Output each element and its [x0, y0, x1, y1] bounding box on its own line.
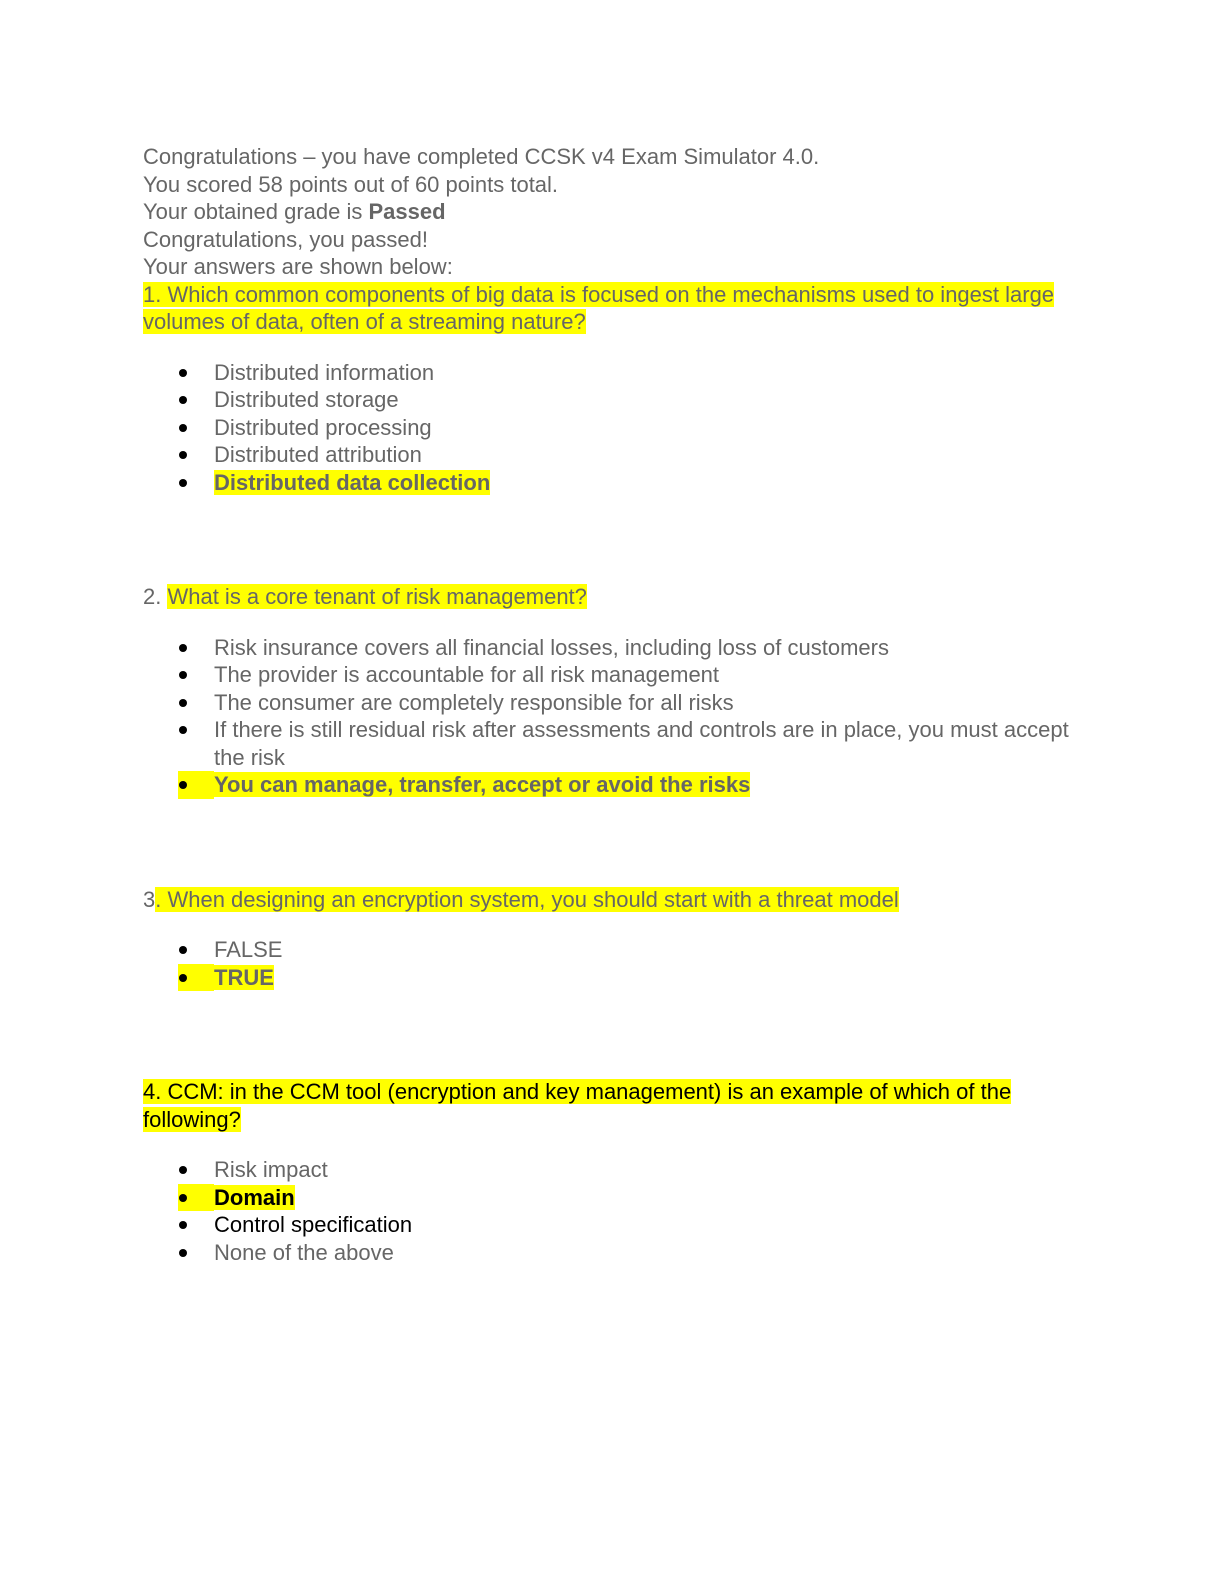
selected-answer: TRUE: [143, 964, 1073, 992]
bullet-icon: [178, 716, 214, 744]
bullet-icon: [178, 771, 214, 799]
question-2: [143, 583, 1073, 611]
question-3-text: . When designing an encryption system, you should start with a threat model: [155, 886, 899, 912]
grade-prefix: Your obtained grade is: [143, 199, 369, 224]
bullet-icon: [178, 689, 214, 717]
selected-answer: You can manage, transfer, accept or avoid the risks: [143, 771, 1073, 799]
question-2-text: What is a core tenant of risk management?: [167, 584, 587, 609]
completion-message: Congratulations – you have completed CCSK v4 Exam Simulator 4.0.: [143, 144, 820, 169]
answer-option: Control specification: [143, 1211, 1073, 1239]
question-1-answers: [143, 359, 1073, 497]
bullet-icon: [178, 1239, 214, 1267]
bullet-icon: [178, 1156, 214, 1184]
bullet-icon: [178, 359, 214, 387]
answer-option: Risk insurance covers all financial losses, including loss of customers: [143, 634, 1073, 662]
answer-option: None of the above: [143, 1239, 1073, 1267]
bullet-icon: [178, 441, 214, 469]
answer-option: Distributed storage: [143, 386, 1073, 414]
answer-option: If there is still residual risk after assessments and controls are in place, you must accept the risk: [143, 716, 1073, 771]
question-4: [143, 1078, 1073, 1133]
answer-option: Risk impact: [143, 1156, 1073, 1184]
grade-line: [143, 198, 1073, 226]
question-2-answers: [143, 634, 1073, 799]
answer-option: The consumer are completely responsible for all risks: [143, 689, 1073, 717]
bullet-icon: [178, 964, 214, 992]
pass-message: Congratulations, you passed!: [143, 226, 428, 252]
question-4-answers: [143, 1156, 1073, 1266]
answer-option: The provider is accountable for all risk management: [143, 661, 1073, 689]
question-3-number: 3: [143, 886, 156, 912]
question-3: [143, 886, 1073, 914]
document-page: [143, 143, 1073, 1266]
answer-option: Distributed processing: [143, 414, 1073, 442]
answers-intro: Your answers are shown below:: [143, 254, 453, 279]
selected-answer: Domain: [143, 1184, 1073, 1212]
bullet-icon: [178, 386, 214, 414]
question-4-text: 4. CCM: in the CCM tool (encryption and key management) is an example of which of the following?: [143, 1079, 1012, 1132]
bullet-icon: [178, 469, 214, 497]
answer-option: FALSE: [143, 936, 1073, 964]
bullet-icon: [178, 414, 214, 442]
question-1-text: 1. Which common components of big data is focused on the mechanisms used to ingest large volumes of data, often of a streaming nature?: [143, 281, 1055, 334]
selected-answer: Distributed data collection: [143, 469, 1073, 497]
question-3-answers: [143, 936, 1073, 991]
answer-option: Distributed information: [143, 359, 1073, 387]
grade-value: Passed: [368, 199, 446, 224]
question-1: [143, 281, 1073, 336]
bullet-icon: [178, 1184, 214, 1212]
score-line: You scored 58 points out of 60 points total.: [143, 171, 559, 197]
bullet-icon: [178, 1211, 214, 1239]
bullet-icon: [178, 661, 214, 689]
question-2-number: 2.: [143, 584, 168, 609]
bullet-icon: [178, 936, 214, 964]
answer-option: Distributed attribution: [143, 441, 1073, 469]
bullet-icon: [178, 634, 214, 662]
